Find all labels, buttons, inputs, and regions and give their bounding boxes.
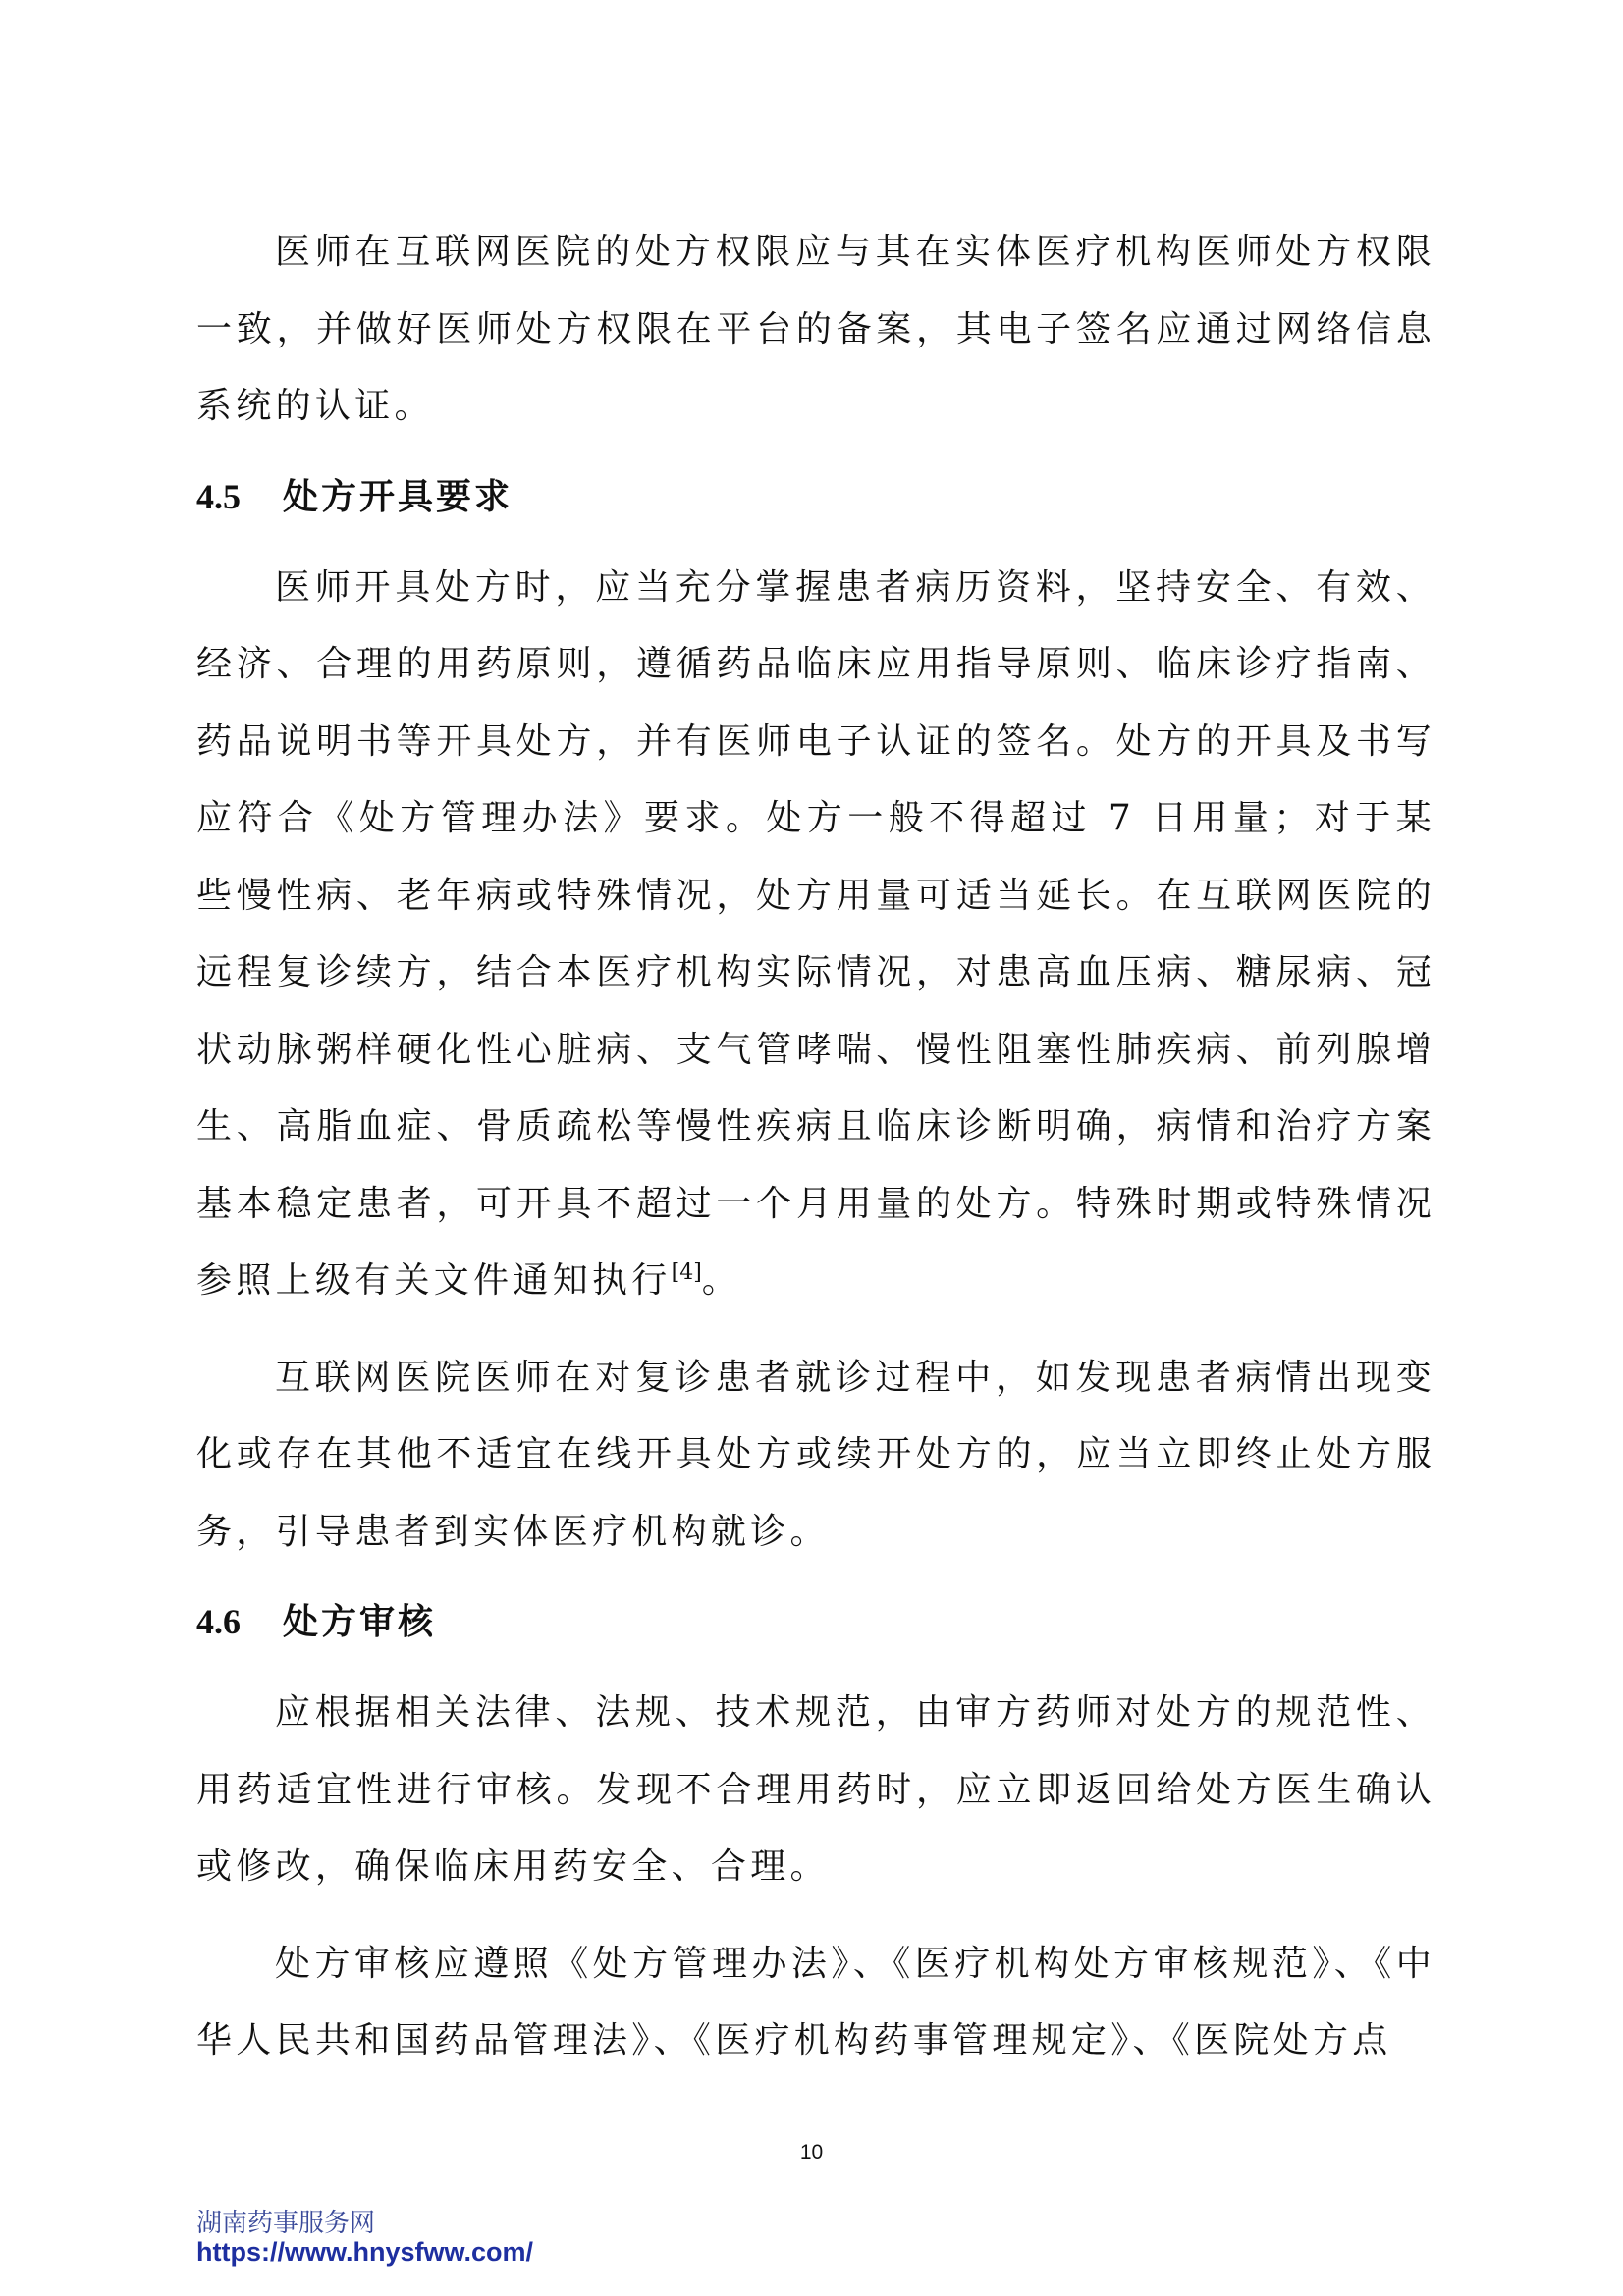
section-title: 处方开具要求	[283, 475, 514, 517]
page-content	[196, 214, 1435, 2080]
page-number: 10	[799, 2141, 824, 2163]
paragraph-text: 医师开具处方时，应当充分掌握患者病历资料，坚持安全、有效、经济、合理的用药原则，遵循药品临床应用指导原则、临床诊疗指南、药品说明书等开具处方，并有医师电子认证的签名。处方的开具及书写应符合《处方管理办法》要求。处方一般不得超过 7 日用量；对于某些慢性病、老年病或特殊情况，处方用量可适当延长。在互联网医院的远程复诊续方，结合本医疗机构实际情况，对患高血压病、糖尿病、冠状动脉粥样硬化性心脏病、支气管哮喘、慢性阻塞性肺疾病、前列腺增生、高脂血症、骨质疏松等慢性疾病且临床诊断明确，病情和治疗方案基本稳定患者，可开具不超过一个月用量的处方。特殊时期或特殊情况参照上级有关文件通知执行	[196, 566, 1435, 1301]
section-heading-4-5	[196, 467, 1435, 526]
section-number: 4.6	[196, 1602, 241, 1641]
watermark-site-name: 湖南药事服务网	[196, 2209, 376, 2238]
reference-marker: [4]	[671, 1260, 702, 1285]
paragraph-prescription-authority: 医师在互联网医院的处方权限应与其在实体医疗机构医师处方权限一致，并做好医师处方权限在平台的备案，其电子签名应通过网络信息系统的认证。	[196, 232, 1435, 426]
paragraph-prescription-review: 应根据相关法律、法规、技术规范，由审方药师对处方的规范性、用药适宜性进行审核。发现不合理用药时，应立即返回给处方医生确认或修改，确保临床用药安全、合理。	[196, 1692, 1435, 1887]
watermark-site-url[interactable]: https://www.hnysfww.com/	[196, 2237, 534, 2267]
section-heading-4-6	[196, 1592, 1435, 1651]
section-number: 4.5	[196, 476, 241, 516]
paragraph-prescription-issuing	[196, 550, 1435, 1320]
paragraph-review-regulations: 处方审核应遵照《处方管理办法》、《医疗机构处方审核规范》、《中华人民共和国药品管理法》、《医疗机构药事管理规定》、《医院处方点	[196, 1943, 1435, 2060]
paragraph-end: 。	[701, 1260, 742, 1301]
paragraph-terminate-service: 互联网医院医师在对复诊患者就诊过程中，如发现患者病情出现变化或存在其他不适宜在线开具处方或续开处方的，应当立即终止处方服务，引导患者到实体医疗机构就诊。	[196, 1357, 1435, 1552]
section-title: 处方审核	[283, 1601, 437, 1642]
